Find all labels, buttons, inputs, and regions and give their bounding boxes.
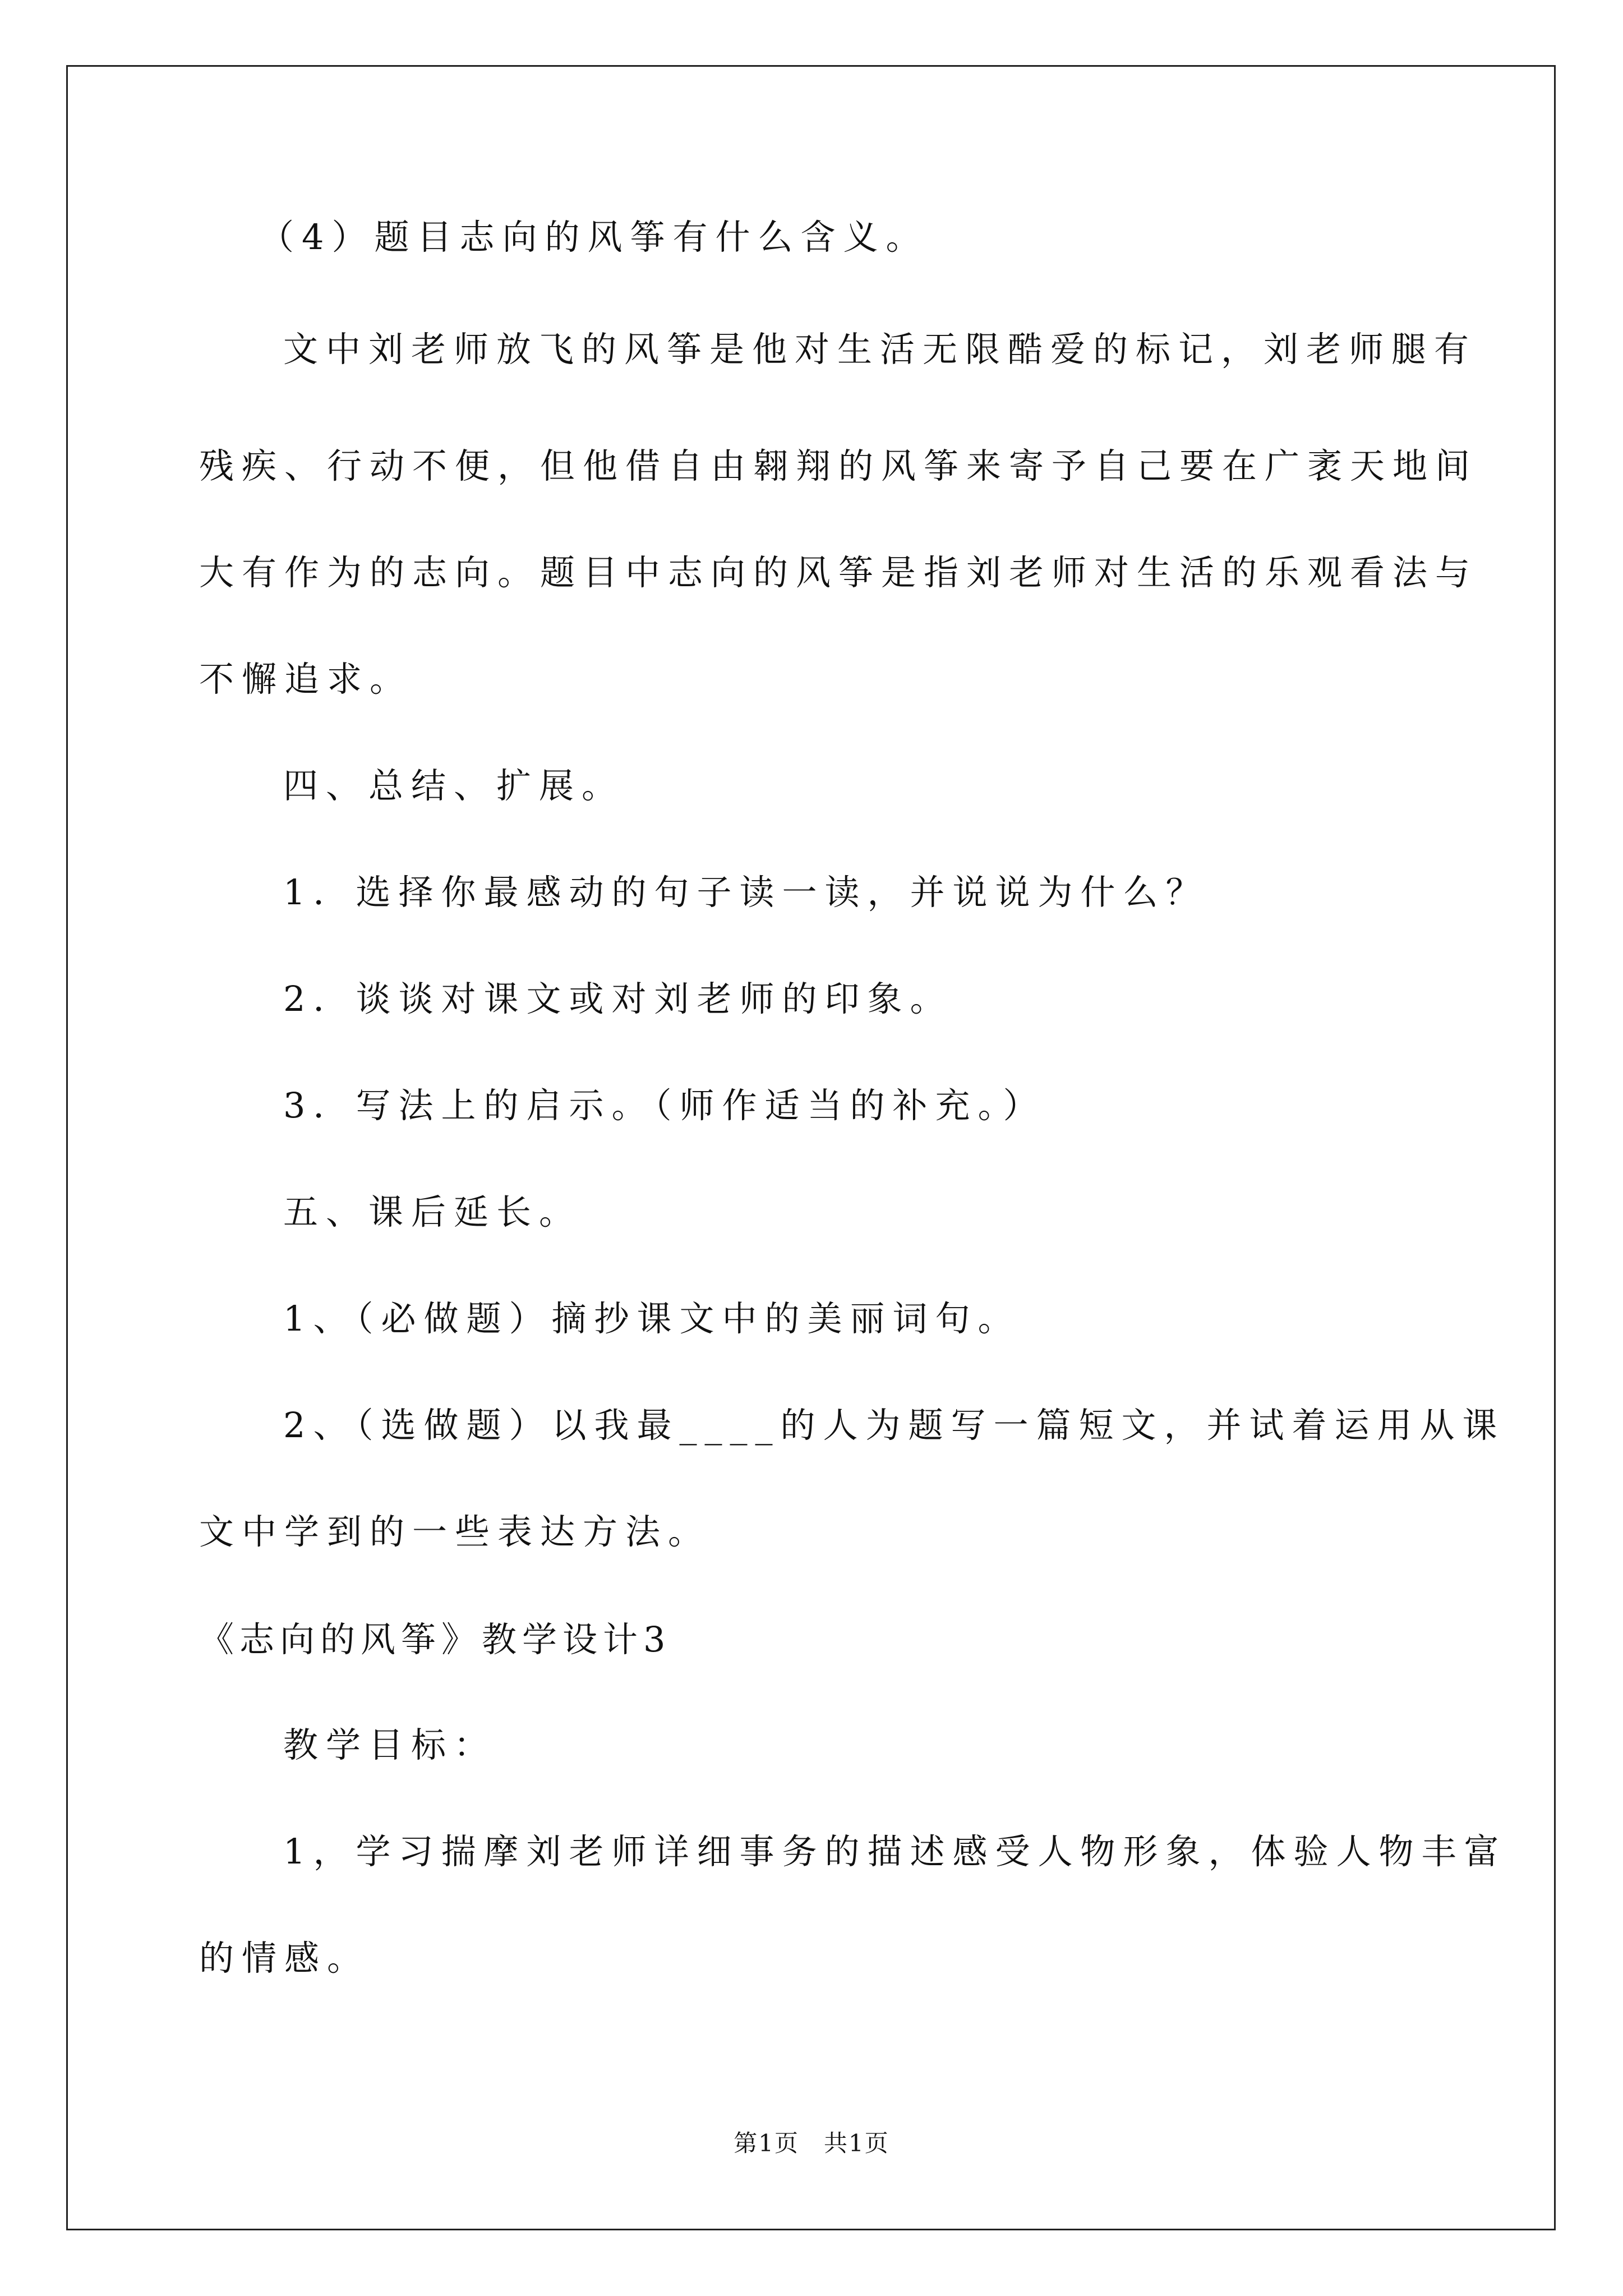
- answer-paragraph-line-3: 大有作为的志向。题目中志向的风筝是指刘老师对生活的乐观看法与: [199, 552, 1478, 593]
- answer-paragraph-line-4: 不懈追求。: [199, 659, 413, 700]
- page-border: [66, 65, 1556, 2230]
- page-footer: 第1页 共1页: [734, 2129, 889, 2157]
- list-item-2: 2．谈谈对课文或对刘老师的印象。: [283, 978, 953, 1019]
- question-4-line: （4）题目志向的风筝有什么含义。: [259, 217, 929, 257]
- section-heading-summary: 四、总结、扩展。: [283, 765, 625, 806]
- section-heading-extension: 五、课后延长。: [283, 1191, 582, 1232]
- homework-item-2-line-2: 文中学到的一些表达方法。: [199, 1511, 711, 1552]
- list-item-1: 1．选择你最感动的句子读一读，并说说为什么？: [283, 872, 1209, 913]
- homework-item-1: 1、（必做题）摘抄课文中的美丽词句。: [283, 1298, 1021, 1339]
- homework-item-2-line-1: 2、（选做题）以我最____的人为题写一篇短文，并试着运用从课: [283, 1405, 1505, 1446]
- answer-paragraph-line-1: 文中刘老师放飞的风筝是他对生活无限酷爱的标记，刘老师腿有: [283, 329, 1477, 370]
- design-title: 《志向的风筝》教学设计3: [199, 1619, 671, 1660]
- teaching-goals-heading: 教学目标：: [283, 1724, 497, 1765]
- goal-1-line-1: 1，学习揣摩刘老师详细事务的描述感受人物形象，体验人物丰富: [283, 1831, 1507, 1872]
- answer-paragraph-line-2: 残疾、行动不便，但他借自由翱翔的风筝来寄予自己要在广袤天地间: [199, 445, 1478, 486]
- goal-1-line-2: 的情感。: [199, 1938, 370, 1978]
- list-item-3: 3．写法上的启示。（师作适当的补充。）: [283, 1085, 1046, 1126]
